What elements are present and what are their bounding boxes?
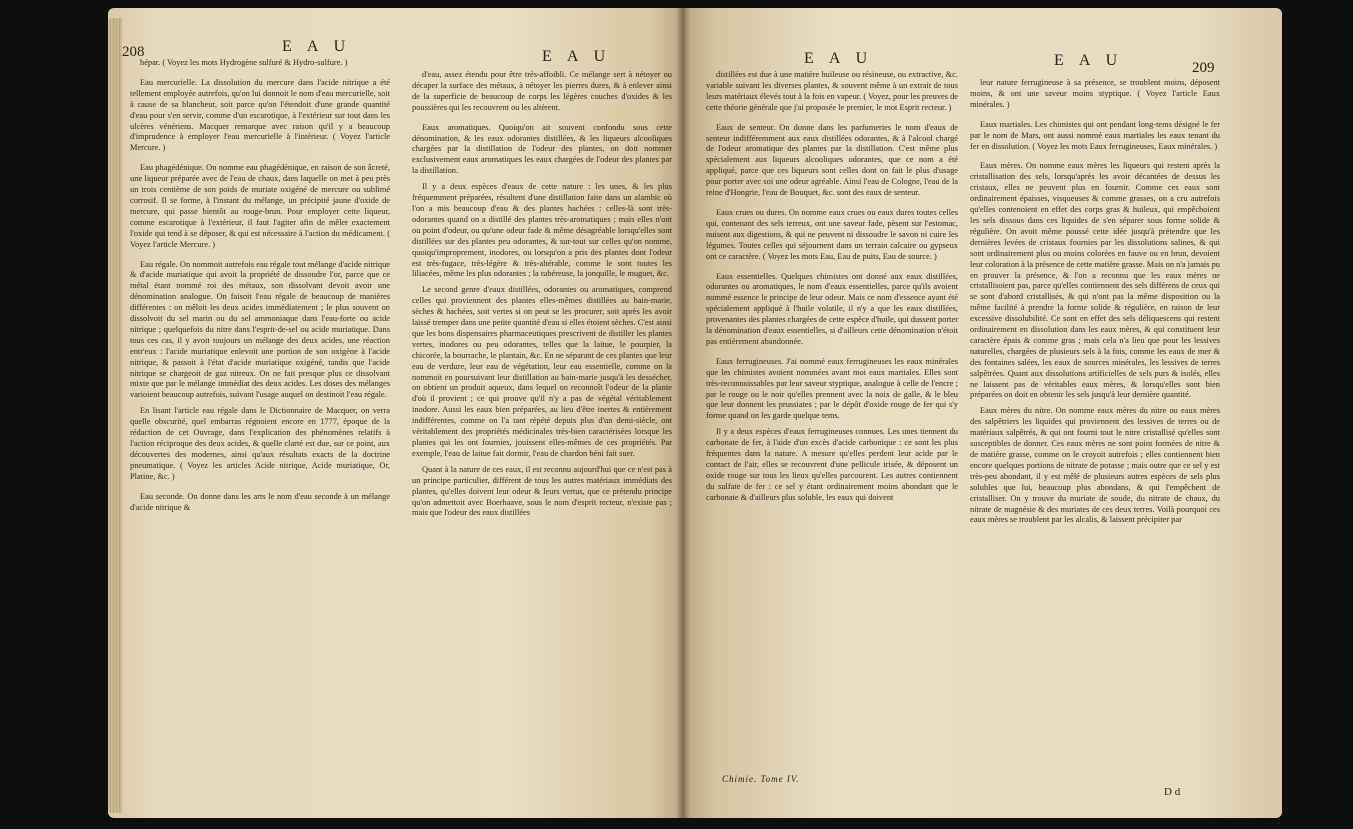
dictionary-entry: Eaux ferrugineuses. J'ai nommé eaux ferrugineuses les eaux minérales que les chimistes avoient nommées avant moi eaux martiales. Elles sont très-reconnoissables par leur saveur styptique, analogue à celle de l'encre ; par le rouge ou le noir qu'elles prennent avec la noix de galle, & le bleu que leur donnent les prussiates ; par le dépôt d'oxide rouge de fer qui s'y forme quand on les garde quelque tems. — [706, 356, 958, 421]
signature-mark: D d — [1164, 786, 1181, 798]
left-column-head: E A U — [542, 48, 612, 65]
right-running-head: E A U — [1054, 52, 1124, 69]
page-edges — [108, 18, 122, 813]
paragraph: Eaux mères du nitre. On nomme eaux mères du nitre ou eaux mères des salpêtriers les liquides qui proviennent des lessives de terres ou de matériaux salpêtrés, & qui ont fourni tout le nitre cristallisé qu'elles sont susceptibles de donner. Ces eaux mères ne sont point formées de nitre & de matière grasse, comme on le croyoit autrefois ; elles contiennent bien encore quelques portions de nitrate de potasse ; mais outre que ce sel y est très-peu abondant, il y est mêlé de plusieurs autres espèces de sels plus solubles que lui, beaucoup plus abondans, & qui l'empêchent de cristalliser. On y trouve du muriate de soude, du nitrate de chaux, du nitrate de magnésie & des muriates de ces deux terres. Voilà pourquoi ces eaux mères se troublent par les alcalis, & laissent précipiter par — [970, 406, 1220, 525]
paragraph: Le second genre d'eaux distillées, odorantes ou aromatiques, comprend celles qui proviennent des plantes elles-mêmes distillées au bain-marie, sèches & hachées, soit vertes si on peut se les procurer, soit après les avoir laissé tremper dans une petite quantité d'eau si elles étoient sèches. C'est ainsi que les bons dispensaires pharmaceutiques prescrivent de distiller les plantes vertes, inodores ou peu odorantes, telles que la laitue, le pourpier, la chicorée, la bourrache, le plantain, &c. En ne séparant de ces plantes que leur eau de verdure, leur eau de végétation, leur eau essentielle, comme on la nommoit en poursuivant leur distillation au bain-marie jusqu'à les dessécher, on obtient un produit aqueux, dans lequel on reconnoît l'odeur de la plante d'où il provient ; ce qui prouve qu'il n'y a pas de végétal véritablement inodore. Aussi les eaux bien préparées, au lieu d'être inertes & entièrement indifférentes, comme on l'a tant répété depuis plus d'un demi-siècle, ont véritablement des propriétés médicinales très-bien caractérisées lorsque les plantes qui les ont fournies, jouissent elles-mêmes de ces propriétés. Par exemple, l'eau de laitue fait dormir, l'eau de chardon béni fait suer. — [412, 285, 673, 458]
right-column-head: E A U — [804, 50, 874, 67]
dictionary-entry: Eaux mères. On nomme eaux mères les liqueurs qui restent après la cristallisation des sels, lorsqu'après les avoir décantées de dessus les cristaux, elles ne peuvent plus en fournir. Comme ces eaux sont ordinairement épaisses, visqueuses & comme grasses, on a cru autrefois qu'elles contenoient en effet des corps gras & huileux, qui empêchoient les sels dissous dans ces liquides de s'en séparer sous forme solide & régulière. On avoit même poussé cette idée jusqu'à prétendre que les dernières levées de cristaux fournies par les dissolutions salines, & qui sont ordinairement plus ou moins colorées en fauve ou en brun, devoient leur coloration à la présence de cette matière grasse. Mais on n'a jamais pu en prouver la présence, & l'on a reconnu que les eaux mères ne cristallisoient pas, parce qu'elles contiennent des sels différens de ceux qui se sont d'abord cristallisés, & qui n'ont pas la même disposition ou la même facilité à prendre la forme solide & régulière, en raison de leur excessive dissolubilité. Ce sont en effet des sels déliquescens qui restent ordinairement en dissolution dans les eaux mères, & qui constituent leur caractère épais & comme gras ; mais cela n'a lieu que pour les lessives naturelles, chargées de plusieurs sels à la fois, comme les eaux de mer & des fontaines salées, les eaux de sources minérales, les lessives de terres salpêtrées. Quant aux dissolutions artificielles de sels purs & isolés, elles ne laissent pas de véritables eaux mères, & lorsqu'elles sont bien préparées on doit en obtenir les sels jusqu'à leur dernière quantité. — [970, 161, 1220, 400]
dictionary-entry: Eaux essentielles. Quelques chimistes ont donné aux eaux distillées, odorantes ou aromatiques, le nom d'eaux essentielles, parce qu'ils avoient nommé essence le principe de leur odeur. Mais ce nom d'essence ayant été spécialement appliqué à l'huile volatile, il n'y a que les eaux distillées, provenantes des plantes chargées de cette espèce d'huile, qui dussent porter la dénomination d'eaux essentielles, si d'ailleurs cette dénomination n'étoit pas entièrement abandonnée. — [706, 271, 958, 346]
left-running-head: E A U — [282, 38, 352, 55]
paragraph: leur nature ferrugineuse à sa présence, se troublent moins, déposent moins, & ont une saveur moins styptique. ( Voyez l'article Eaux minérales. ) — [970, 78, 1220, 109]
column-1 — [130, 58, 390, 808]
page-footer: Chimie. Tome IV. — [722, 774, 800, 784]
column-2 — [412, 70, 672, 808]
dictionary-entry: Eaux martiales. Les chimistes qui ont pendant long-tems désigné le fer par le nom de Mars, ont aussi nommé eaux martiales les eaux tenant du fer en dissolution. ( Voyez les mots Eaux ferrugineuses, Eaux minérales. ) — [970, 119, 1220, 151]
paragraph: En lisant l'article eau régale dans le Dictionnaire de Macquer, on verra quelle obscurité, quel embarras régnoient encore en 1777, époque de la rédaction de cet Ouvrage, dans l'explication des phénomènes relatifs à l'action réciproque des deux acides, & quelle clarté est due, sur ce point, aux découvertes des modernes, ainsi qu'aux résultats exacts de la doctrine pneumatique. ( Voyez les articles Acide nitrique, Acide muriatique, Or, Platine, &c. ) — [130, 406, 390, 481]
column-4 — [970, 78, 1220, 790]
dictionary-entry: Eau seconde. On donne dans les arts le nom d'eau seconde à un mélange d'acide nitrique & — [130, 491, 390, 512]
dictionary-entry: Eau mercurielle. La dissolution du mercure dans l'acide nitrique a été tellement employée autrefois, qu'on lui donnoit le nom d'eau mercurielle, soit à cause de sa blancheur, soit parce qu'on l'étendoit d'une grande quantité d'eau pour s'en servir, comme d'un escarotique, à l'extérieur sur tout dans les ulcères vénériens. Macquer remarque avec raison qu'il y a beaucoup d'imprudence à employer l'eau mercurielle à l'intérieur. ( Voyez l'article Mercure. ) — [130, 77, 390, 153]
paragraph: d'eau, assez étendu pour être très-affoibli. Ce mélange sert à nétoyer ou décaper la surface des métaux, à nétoyer les pierres dures, & à enlever ainsi de la superficie de beaucoup de corps les légères couches d'oxides & les poussières qui les recouvrent ou les altèrent. — [412, 70, 672, 112]
paragraph: Quant à la nature de ces eaux, il est reconnu aujourd'hui que ce n'est pas à un principe particulier, différent de tous les autres matériaux immédiats des plantes, qu'elles doivent leur odeur & leurs vertus, que ce prétendu principe qu'on admettoit avec Boerhaave, sous le nom d'esprit recteur, n'existe pas ; mais que l'odeur des eaux distillées — [412, 464, 672, 518]
paragraph: distillées est due à une matière huileuse ou résineuse, ou extractive, &c. variable suivant les diverses plantes, & souvent même à un extrait de tous leurs matériaux élevés tout à la fois en vapeur. ( Voyez, pour les preuves de cette théorie générale que j'ai proposée le premier, le mot Esprit recteur. ) — [706, 70, 958, 112]
dictionary-entry: Eau phagédénique. On nomme eau phagédénique, en raison de son âcreté, une liqueur préparée avec de l'eau de chaux, dans laquelle on met à peu près un trois centième de son poids de muriate oxigéné de mercure ou sublimé corrosif. Il se forme, à l'instant du mélange, un précipité jaune d'oxide de mercure, qui passe bientôt au rouge-brun. Pour employer cette liqueur, comme escarotique à l'extérieur, il faut l'agiter afin de mêler exactement l'oxide qui tend à se déposer, & qui est nécessaire à l'action du médicament. ( Voyez l'article Mercure. ) — [130, 163, 390, 249]
paragraph: Il y a deux espèces d'eaux ferrugineuses connues. Les unes tiennent du carbonate de fer, à l'aide d'un excès d'acide carbonique : ce sont les plus fréquentes dans la nature. A mesure qu'elles perdent leur acide par le contact de l'air, elles se recouvrent d'une pellicule irisée, & déposent un oxide rouge sur tous les lieux qu'elles parcourent. Les autres contiennent du sulfate de fer : ce sel y étant ordinairement moins abondant que le carbonate & d'ailleurs plus soluble, les eaux qui doivent — [706, 427, 958, 502]
left-page-number: 208 — [122, 44, 145, 60]
dictionary-entry: Eau régale. On nommoit autrefois eau régale tout mélange d'acide nitrique & d'acide muriatique qui avoit la propriété de dissoudre l'or, parce que ce métal étant nommé roi des métaux, son dissolvant devoit avoir une dénomination analogue. On faisoit l'eau régale de beaucoup de manières différentes : on mêloit les deux acides immédiatement ; le plus souvent on dissolvoit du sel marin ou du sel ammoniaque dans l'eau-forte ou acide nitrique ; quelquefois du nitre dans l'esprit-de-sel ou acide muriatique. Dans tous ces cas, il y avoit toujours un mélange des deux acides, une réaction entr'eux : l'acide muriatique enlevoit une portion de son oxigène à l'acide nitrique, & passoit à l'état d'acide muriatique oxigéné, tandis que l'acide nitrique se chargeoit de gaz nitreux. On ne fait presque plus ce dissolvant mixte que par le mélange immédiat des deux acides. Les doses des mélanges varioient beaucoup autrefois, suivant l'usage auquel on destinoit l'eau régale. — [130, 259, 390, 400]
book-gutter — [676, 8, 690, 818]
book-spread — [14, 8, 1344, 822]
dictionary-entry: Eaux crues ou dures. On nomme eaux crues ou eaux dures toutes celles qui, contenant des sels terreux, ont une saveur fade, pèsent sur l'estomac, nuisent aux digestions, & qui ne peuvent ni dissoudre le savon ni cuire les légumes. Toutes celles qui séjournent dans un terrain calcaire ou gypseux ont ce caractère. ( Voyez les mots Eau, Eau de puits, Eau de source. ) — [706, 207, 958, 261]
paragraph: Il y a deux espèces d'eaux de cette nature : les unes, & les plus fréquemment préparées, résultent d'une distillation faite dans un alambic où l'on a mis beaucoup d'eau & des plantes hachées : celles-là sont très-odorantes quand on a distillé des plantes très-aromatiques ; mais elles n'ont ou point d'odeur, ou qu'une odeur fade & même désagréable lorsqu'elles sont distillées sur des plantes peu odorantes, & sur-tout sur celles qu'on nomme, quoiqu'improprement, inodores, ou lorsqu'on a pris des plantes dont l'odeur est très-fugace, très-légère & très-altérable, comme le sont toutes les liliacées, même les plus odorantes ; la tubéreuse, la jonquille, le muguet, &c. — [412, 182, 672, 279]
dictionary-entry: Eaux de senteur. On donne dans les parfumeries le nom d'eaux de senteur indifféremment aux eaux distillées odorantes, & à l'alcool chargé de l'odeur aromatique des plantes par la distillation. C'est même plus spécialement aux liqueurs alcooliques odorantes, que ce nom a été appliqué, parce que ces liqueurs sont celles dont on fait le plus d'usage pour porter avec soi une odeur agréable. Ainsi l'eau de Cologne, l'eau de la reine d'Hongrie, l'eau de Bouquet, &c. sont des eaux de senteur. — [706, 122, 958, 198]
paragraph: hépar. ( Voyez les mots Hydrogène sulfuré & Hydro-sulfure. ) — [140, 58, 348, 67]
dictionary-entry: Eaux aromatiques. Quoiqu'on ait souvent confondu sous cette dénomination, & les eaux odorantes distillées, & les liqueurs alcooliques chargées par la distillation de l'odeur des plantes, on doit nommer exclusivement eaux aromatiques les eaux chargées de l'odeur des plantes par la distillation. — [412, 122, 672, 176]
right-page-number: 209 — [1192, 60, 1215, 76]
column-3 — [706, 70, 958, 770]
